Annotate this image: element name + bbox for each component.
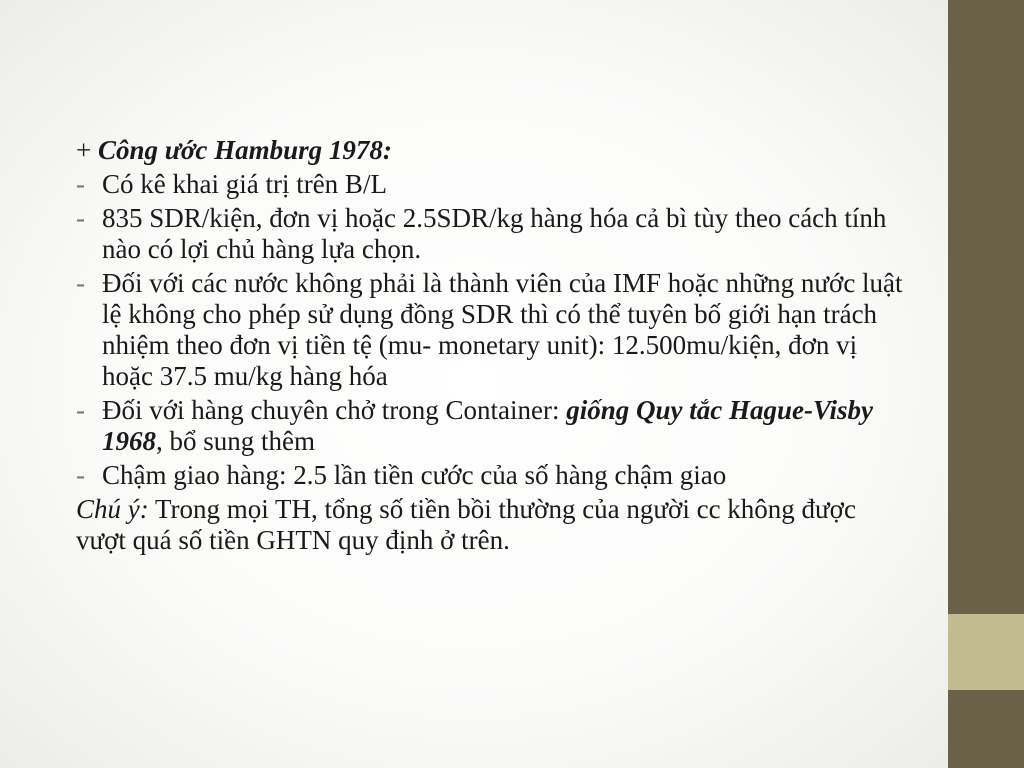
bullet-dash: - — [76, 395, 85, 425]
bullet-item-container — [76, 395, 906, 457]
bullet-tail: , bổ sung thêm — [156, 426, 315, 456]
note-text: Trong mọi TH, tổng số tiền bồi thường của người cc không được vượt quá số tiền GHTN quy định ở trên. — [76, 494, 856, 555]
bullet-item-sdr-limit — [76, 203, 906, 265]
bullet-text: Chậm giao hàng: 2.5 lần tiền cước của số hàng chậm giao — [102, 460, 727, 490]
bullet-emphasis: giống Quy tắc Hague-Visby 1968 — [102, 395, 873, 456]
section-heading — [76, 135, 906, 166]
decorative-sidebar-accent — [948, 614, 1024, 690]
bullet-text: 835 SDR/kiện, đơn vị hoặc 2.5SDR/kg hàng hóa cả bì tùy theo cách tính nào có lợi chủ hàng lựa chọn. — [102, 203, 887, 264]
bullet-list — [76, 169, 906, 491]
bullet-text: Có kê khai giá trị trên B/L — [102, 169, 387, 199]
note-label: Chú ý: — [76, 494, 149, 524]
bullet-dash: - — [76, 460, 85, 490]
heading-prefix: + — [76, 135, 92, 165]
bullet-dash: - — [76, 203, 85, 233]
bullet-text: Đối với hàng chuyên chở trong Container: — [102, 395, 567, 425]
note-paragraph — [76, 494, 906, 556]
bullet-dash: - — [76, 268, 85, 298]
heading-title: Công ước Hamburg 1978: — [97, 135, 392, 165]
bullet-text: Đối với các nước không phải là thành viên của IMF hoặc những nước luật lệ không cho phép sử dụng đồng SDR thì có thể tuyên bố giới hạn trách nhiệm theo đơn vị tiền tệ (mu- monetary unit): 12.500mu/kiện, đơn vị hoặc 37.5 mu/kg hàng hóa — [102, 268, 903, 391]
bullet-item-delay — [76, 460, 906, 491]
slide-content — [76, 135, 906, 556]
bullet-item-non-imf-members — [76, 268, 906, 392]
bullet-item-declared-value — [76, 169, 906, 200]
bullet-dash: - — [76, 169, 85, 199]
